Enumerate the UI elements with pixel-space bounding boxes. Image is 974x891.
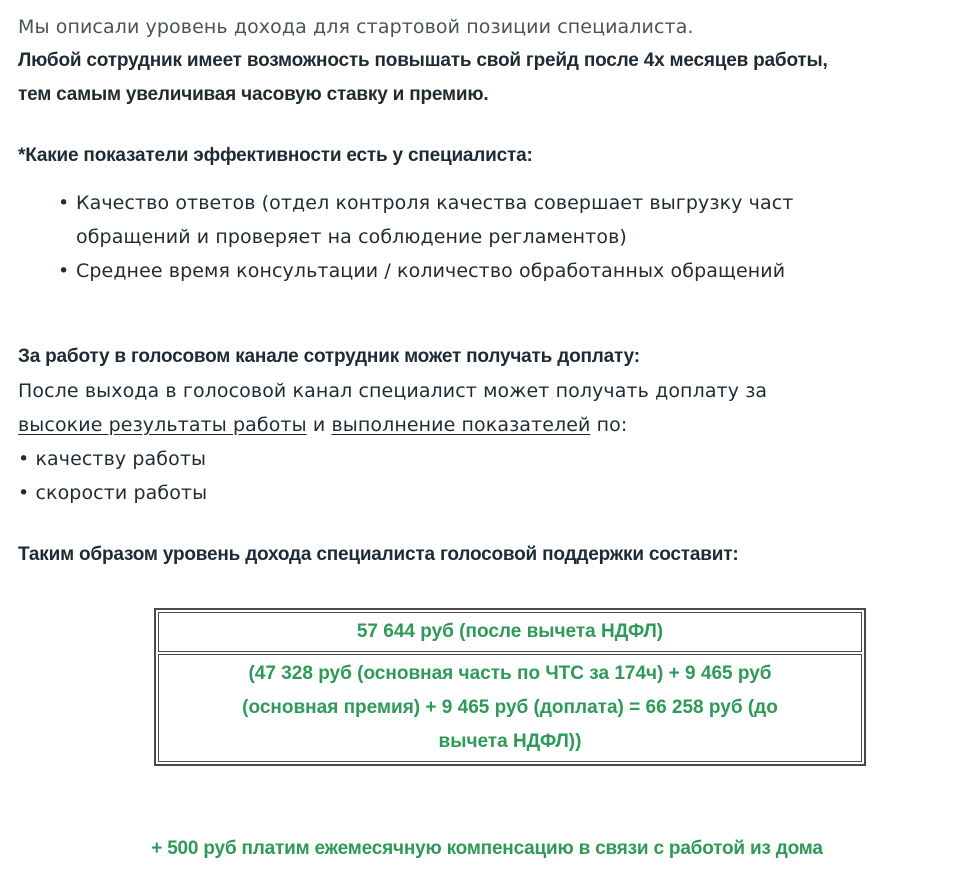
net-income-text: 57 644 руб (после вычета НДФЛ)	[356, 621, 664, 642]
table-row	[158, 654, 862, 762]
kpi-list	[18, 186, 974, 288]
compensation-note: + 500 руб платим ежемесячную компенсацию в связи с работой из дома	[151, 838, 823, 859]
kpi-heading: *Какие показатели эффективности есть у специалиста:	[18, 145, 533, 166]
intro-grade-line-2: тем самым увеличивая часовую ставку и премию.	[18, 84, 489, 105]
income-table-wrapper	[18, 608, 974, 766]
intro-line: Мы описали уровень дохода для стартовой позиции специалиста.	[18, 16, 694, 38]
indicators-link: выполнение показателей	[331, 414, 591, 436]
breakdown-line: (47 328 руб (основная часть по ЧТС за 174ч) + 9 465 руб	[248, 663, 772, 684]
table-row	[158, 612, 862, 652]
voice-text: После выхода в голосовой канал специалист может получать доплату за	[18, 380, 768, 402]
voice-text-2	[18, 408, 974, 442]
kpi-item-text: Среднее время консультации / количество обработанных обращений	[76, 260, 786, 282]
breakdown-line: (основная премия) + 9 465 руб (доплата) = 66 258 руб (до	[242, 697, 778, 718]
kpi-item-text-cont: обращений и проверяет на соблюдение регламентов)	[76, 226, 627, 248]
list-item	[58, 186, 974, 254]
list-item	[58, 254, 974, 288]
voice-heading: За работу в голосовом канале сотрудник может получать доплату:	[18, 346, 640, 367]
results-link: высокие результаты работы	[18, 414, 307, 436]
breakdown-line: вычета НДФЛ))	[438, 731, 582, 752]
bullet-icon: •	[58, 192, 70, 214]
conjunction: и	[306, 414, 332, 436]
list-item: • качеству работы	[18, 448, 207, 470]
intro-grade-line: Любой сотрудник имеет возможность повышать свой грейд после 4х месяцев работы,	[18, 50, 828, 71]
income-table	[154, 608, 866, 766]
kpi-item-text: Качество ответов (отдел контроля качества совершает выгрузку част	[76, 192, 794, 214]
tail-text: по:	[590, 414, 628, 436]
document-body	[18, 10, 974, 766]
bullet-icon: •	[58, 260, 70, 282]
list-item: • скорости работы	[18, 482, 208, 504]
summary-heading: Таким образом уровень дохода специалиста голосовой поддержки составит:	[18, 544, 739, 565]
net-income-cell	[158, 612, 862, 652]
gross-breakdown-cell	[158, 654, 862, 762]
